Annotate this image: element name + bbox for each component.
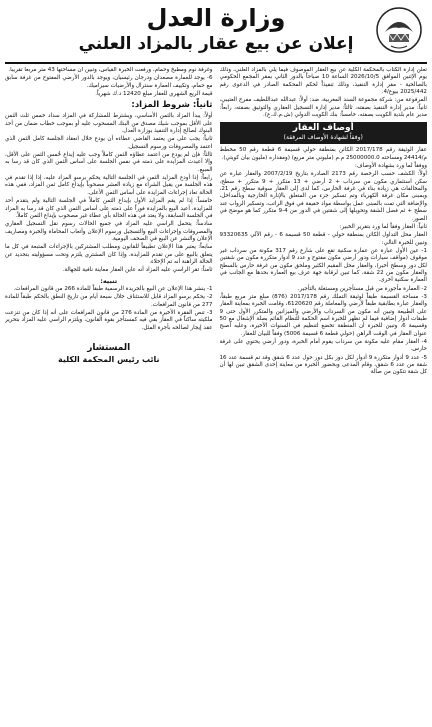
- description-paragraph: عقار الوثيقة رقم 2017/178 الكائن بمنطقة حولي قسيمة 6 قطعة رقم 50 مخطط م/24414 ومساحته 25000000.0 م.م (مليوني متر مربع) (ومقداره (مليون بيان كويتي).: [219, 147, 427, 161]
- condition-item: ثانياً: يجب على من يعتمد القاضي عطاءه أن يودع خلال انعقاد الجلسة كامل الثمن الذي اعتمد والمصروفات ورسوم التسجيل.: [5, 136, 213, 150]
- condition-item: سابعاً: يعتبر هذا الإعلان تطبيقاً للقانون ومطلب المشتركين بالإجراءات المتبعة في كل ما يتعلق بالبيع على من تقدم للمزايدة، وإذا كان المشتري يلتزم وتحت مسؤوليته بتحديد عن الحالة الراهنة أنه تم الإخلاء.: [5, 244, 213, 265]
- intro-paragraph: تعلن إدارة الكتاب بالمحكمة الكلية عن بيع العقار الموصوف فيما يلي بالمزاد العلني، وذلك يوم الإثنين الموافق 2026/10/5 الساعة 10 صباحاً بالدور الثاني بمقر المجمع الحكومي بالصالحية - مقر إدارة التنفيذ، وذلك تنفيذاً لحكم المحكمة الصادر في الدعوى رقم 2025/442 بيوع/4.: [219, 67, 427, 96]
- description-paragraph: أولاً: الكشف حسب الرخصة رقم 2173 الصادرة بتاريخ 2007/2/19 والعقار عبارة عن سكن استثماري مكون من سرداب + 2 أرضي + 13 متكرر + 9 متكرر + سطح، والمخالفات هي زيادة بناء في غرفة الحارس، كما لدى إلى العقار سوقية سطح رقم 21، وبمبنى مكان غرفة الكهرباء وتم تسكير جزء من المتعلق بالإنارة الخارجية وبالمداخل، والإضافة التي تمت بالمبنى عمل بواسطة مواد خفيفة في فوق الراتب، وتسكير الرواب عند سطح + ثم فصل الشقة وتحويلها إلى شقتين في الدور من 4-9 متكرر كما هو موضح في الصور.: [219, 171, 427, 222]
- note-item: 1- ينشر هذا الإعلان عن البيع بالجريدة الرسمية طبقاً للمادة 266 من قانون المرافعات.: [13, 285, 213, 292]
- property-description-box: [220, 122, 428, 144]
- continued-paragraph: 6- يوجد للعمارة مصعدان ودرجان رئيسيان، ويوجد بالدور الأرضي المفتوح من غرفة سابق مع حمام، وتكييف العمارة سنترال والأرضيات سيراميك.: [5, 75, 213, 89]
- announcement-title: إعلان عن بيع عقار بالمزاد العلني: [78, 34, 354, 54]
- condition-item: سادساً: يتحمل الراسي عليه المزاد في جميع الحالات رسوم نقل التسجيل العقاري والمصروفات وإجراءات البيع والتسجيل ورسوم الإعلان وأتعاب المحاماة والخبرة ومصاريف الإعلان والنشر عن البيع في الصحف اليومية.: [5, 221, 213, 242]
- description-paragraph: 3- مساحة القسيمة طبقاً لوثيقة التملك رقم 2017/178 (876) مبلغ متر مربع طبقاً، والعقار عبارة بطابقية طبقاً لأرضي والمعاملة رقم 6120620، وقامت الخبرة بمعاينة العقار على الطبيعة وتبين أنه مكون من السرداب والأرضي والميزانين والمتكرر الأول حتى 9 طبقات أدوار إضافية فيما لم تظهر للخبرة اسم الحكمة للنظام القائم بصلة الإشغال مع 50 وقسيمة 6، وتبين للخبرة أن المنطقة تخضع لتنظيم في السنوات الأخيرة، وعليه أصبح عنوان العقار في الوقت الراهن (حولي قطعة 6 قسيمة 5006) وفقاً للبيان للعقار.: [219, 293, 427, 337]
- intro-paragraph: المرفوعة من: شركة مجموعة السند المغربية، ضد: أولاً: عبدالله عبداللطيف مفرج العتيبي، ثانياً: مدير إدارة التنفيذ بصفته، ثالثاً: مدير إدارة التسجيل العقاري والتوثيق بصفته، رابعاً: مدير عام بلدية الكويت بصفته، خامساً: بنك الكويت الدولي (ش.م.ك.ع).: [219, 97, 427, 119]
- signature-name: نائب رئيس المحكمة الكلية: [57, 355, 160, 364]
- note-item: 2- يحكم برسو المزاد قابل للاستئناف خلال سبعة أيام من تاريخ النطق بالحكم طبقاً للمادة 277 من قانون المرافعات.: [5, 294, 213, 308]
- description-paragraph: 5- عدد 9 أدوار متكررة 9 أدوار لكل دور بكل دور حول عدد 6 شقق وقد تم قسمة عدد 16 شقة من عدد 6 شقق، وقام المدعى وبحضور الخبرة من معاينة إحدى الشقق تبين لها أن كل شقة تتكون من صالة: [219, 354, 427, 376]
- condition-item: ثالثاً: فإن لم يودع من اعتمد عطاؤه الثمن كاملاً وجب عليه إيداع خُمس الثمن على الأقل، وإلا أعيدت المزايدة على ذمته في نفس الجلسة على أساس الثمن الذي كان قد رسا به المبيع.: [5, 152, 213, 173]
- signature-block: [5, 342, 213, 365]
- header-titles: [61, 4, 371, 56]
- header-divider: [5, 62, 427, 64]
- header: [5, 4, 427, 60]
- body-columns: [5, 67, 427, 722]
- note-item: 3- تنص الفقرة الأخيرة من المادة 276 من قانون المرافعات على أنه إذا كان من تنزعت ملكيته ساكناً في العقار بقي فيه كمستأجر بقوة القانون، ويلتزم الراسي عليه المزاد بتحرير عقد إيجار لصالحه بأجرة المثل.: [5, 309, 213, 331]
- ministry-title: وزارة العدل: [146, 4, 286, 32]
- condition-item: ثامناً: تقر الراسي عليه المزاد أنه عاين العقار معاينة نافية للجهالة.: [62, 267, 213, 274]
- signature-title: المستشار: [87, 343, 131, 353]
- description-paragraph: العقار محل التداول الكائن بمنطقة حولي - قطعة 50 قسيمة 6 - رقم الآلي 93320635 وتبين للخبرة التالي:: [219, 232, 427, 246]
- conditions-title: ثانياً: شروط المزاد:: [131, 100, 213, 111]
- condition-item: رابعاً: إذا أودع المزايد الثمن في الجلسة التالية يحكم برسو المزاد عليه، إذا إذا تقدم في هذه الجلسة من يقبل الشراء مع زيادة العشر مصحوباً بإيداع كامل ثمن المزاد، ففي هذه الحالة تعاد إجراءات المزايدة على أساس الثمن الأعلى.: [5, 175, 213, 196]
- description-paragraph: 2- العمارة مأجورة من قبل مستأجرين ومستغلة بالتأجير.: [297, 285, 427, 292]
- continued-paragraph: وغرفة نوم ومطبخ وحمام، ورفعت الخبرة القياس، وتبين أن مساحتها 43 متر مربعاً تقريباً.: [8, 67, 213, 73]
- property-description-subtitle: (وفقاً لشهادة الأوصاف المرفقة): [283, 134, 363, 142]
- column-left: [5, 67, 213, 722]
- notes-title: تنبيه:: [100, 276, 118, 285]
- description-paragraph: 1- عين الأول عبارة عن عمارة سكنية تقع على شارع رقم 317 مكونة من سرداب غير موقوف (مواقف سيارات ودور أرضي مكون مفتوح و عدد 9 أدوار متكررة مكون من شقتين لكل دور وسطح أخير)، والعقار محل المقيم الكثير وملحق مكون من غرفة حارس بالسطح والعقار مكون من 22 شقة، كما تبين لرقابة جهة عرف بيع العمارة بحدها مع الجانب في العمارة سكنية أخرى.: [219, 247, 427, 284]
- column-right: [220, 67, 428, 722]
- property-description-title: أوصاف العقار: [292, 123, 354, 134]
- condition-item: خامساً: إذا لم يقم المزايد الأول بإيداع الثمن كاملاً في الجلسة التالية ولم يتقدم أحد للمزايدة، أعيد البيع بالمزايدة فوراً على ذمته على أساس الثمن الذي كان قد رسا به المزاد في الجلسة السابقة، ولا يعتد في هذه الحالة بأي عطاء غير مصحوب بإيداع الثمن كاملاً.: [5, 198, 213, 219]
- description-paragraph: ثانياً: العقار وفقاً لما ورد بتقرير الخبير:: [339, 223, 427, 230]
- description-paragraph: ووفقاً لما ورد بشهادة الأوصاف:: [354, 163, 427, 170]
- condition-item: أولاً: يبدأ المزاد بالثمن الأساسي، ويشترط للمشاركة في المزاد سداد خمس ثلث الثمن على الأقل بموجب شيك مصدق من البنك المسحوب عليه أو بموجب خطاب ضمان من أحد البنوك لصالح إدارة التنفيذ بوزارة العدل.: [5, 113, 213, 135]
- description-paragraph: 4- العقار مقام عليه مكونة من سرداب يقوم أمام الخبرة، ودور أرضي يحتوي على غرفة حارس.: [219, 339, 427, 353]
- kuwait-emblem-icon: [371, 4, 427, 56]
- continued-paragraph: قيمة الريع الشهري للعقار مبلغ 12420 د.ك شهرياً.: [95, 91, 213, 98]
